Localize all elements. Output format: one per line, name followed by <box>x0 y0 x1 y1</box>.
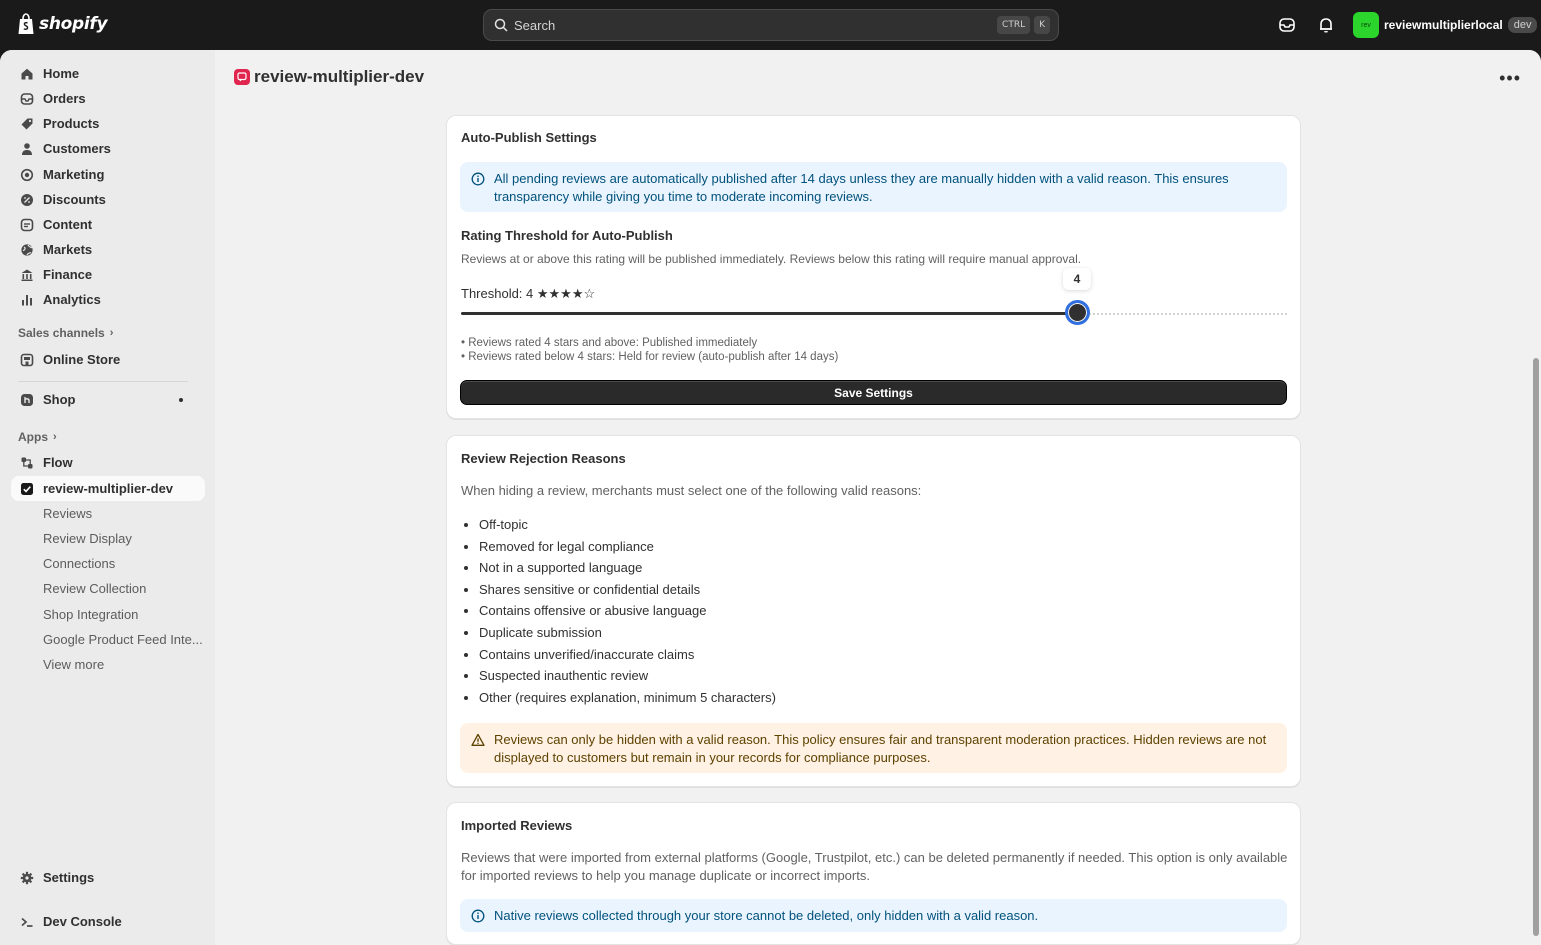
search-placeholder: Search <box>514 17 556 33</box>
scrollbar-thumb[interactable] <box>1533 358 1539 936</box>
info-banner-text: All pending reviews are automatically published after 14 days unless they are manually hidden with a valid reason. This ensures transparency while giving you time to moderate incoming reviews. <box>494 171 1229 204</box>
app-title-text: review-multiplier-dev <box>254 67 425 86</box>
sidebar-item-content[interactable] <box>11 212 205 237</box>
admin-shell <box>0 50 1541 945</box>
scrollbar[interactable] <box>1533 105 1539 935</box>
sidebar-item-label: Finance <box>43 267 93 282</box>
warning-icon <box>471 733 485 747</box>
chevron-right-icon: › <box>53 431 57 443</box>
sidebar-subitem-google-product-feed[interactable]: Google Product Feed Inte... <box>43 631 203 647</box>
card-title: Review Rejection Reasons <box>461 451 626 466</box>
shop-app-icon <box>19 392 35 408</box>
sidebar-item-label: Dev Console <box>43 914 122 929</box>
kbd-ctrl: CTRL <box>997 16 1030 34</box>
shopify-logo[interactable] <box>17 13 107 35</box>
sales-channels-label: Sales channels <box>18 326 105 340</box>
sidebar-item-dev-console[interactable] <box>11 909 205 934</box>
sidebar-item-label: Orders <box>43 91 86 106</box>
apps-label: Apps <box>18 430 48 444</box>
sidebar-item-products[interactable] <box>11 111 205 136</box>
globe-icon <box>19 242 35 258</box>
storefront-icon <box>19 352 35 368</box>
store-avatar: rev <box>1353 12 1379 38</box>
sidebar-item-label: review-multiplier-dev <box>43 481 174 496</box>
sidebar-item-label: Marketing <box>43 167 105 182</box>
sidebar-item-customers[interactable] <box>11 136 205 161</box>
sidebar-item-label: Discounts <box>43 192 106 207</box>
sidebar-item-label: Home <box>43 66 80 81</box>
sidebar-item-discounts[interactable] <box>11 187 205 212</box>
main-content <box>215 50 1541 945</box>
list-item: • Removed for legal compliance <box>479 536 776 558</box>
slider-value-bubble: 4 <box>1063 268 1091 290</box>
checkbox-app-icon <box>19 481 35 497</box>
list-item: • Contains unverified/inaccurate claims <box>479 644 776 666</box>
sidebar-item-review-multiplier-dev[interactable] <box>11 476 205 501</box>
sidebar-item-label: Online Store <box>43 352 121 367</box>
sidebar-item-label: Shop <box>43 392 76 407</box>
auto-publish-card <box>446 115 1301 419</box>
tag-icon <box>19 116 35 132</box>
sidebar-divider <box>18 381 188 382</box>
threshold-help-text: Reviews at or above this rating will be published immediately. Reviews below this rating will require manual approval. <box>461 252 1082 266</box>
sidebar-item-label: Customers <box>43 141 111 156</box>
sidebar-item-label: Flow <box>43 455 73 470</box>
list-item: • Shares sensitive or confidential details <box>479 579 776 601</box>
sidebar-subitem-view-more[interactable]: View more <box>43 656 105 672</box>
sidebar-item-marketing[interactable] <box>11 162 205 187</box>
target-icon <box>19 167 35 183</box>
chevron-right-icon: › <box>109 327 114 339</box>
slider-fill <box>461 312 1077 315</box>
threshold-note-2: • Reviews rated below 4 stars: Held for review (auto-publish after 14 days) <box>461 351 839 363</box>
card-title: Imported Reviews <box>461 818 573 833</box>
list-item: • Off-topic <box>479 514 776 536</box>
code-icon <box>19 914 35 930</box>
card-title: Auto-Publish Settings <box>461 130 597 145</box>
info-icon <box>471 172 485 186</box>
sidebar-item-label: Settings <box>43 870 95 885</box>
page-title <box>234 67 424 87</box>
gear-icon <box>19 870 35 886</box>
info-banner <box>460 899 1287 932</box>
shopify-bag-icon <box>17 13 35 35</box>
sales-channels-header[interactable] <box>18 326 113 340</box>
rejection-intro: When hiding a review, merchants must select one of the following valid reasons: <box>461 483 922 498</box>
sidebar-item-flow[interactable] <box>11 450 205 475</box>
home-icon <box>19 66 35 82</box>
sidebar-item-markets[interactable] <box>11 237 205 262</box>
warning-banner <box>460 723 1287 773</box>
store-switcher[interactable] <box>1353 12 1537 38</box>
sidebar-item-finance[interactable] <box>11 262 205 287</box>
search-icon <box>494 18 508 32</box>
sidebar-subitem-reviews[interactable]: Reviews <box>43 505 93 521</box>
sidebar <box>0 50 215 945</box>
person-icon <box>19 141 35 157</box>
search-bar[interactable] <box>483 9 1059 41</box>
list-item: • Contains offensive or abusive language <box>479 600 776 622</box>
sidebar-item-label: Products <box>43 116 100 131</box>
rating-slider-track[interactable] <box>461 312 1287 315</box>
sidebar-subitem-connections[interactable]: Connections <box>43 555 116 571</box>
list-item: • Suspected inauthentic review <box>479 665 776 687</box>
bank-icon <box>19 267 35 283</box>
save-settings-button[interactable]: Save Settings <box>460 380 1287 405</box>
shopify-wordmark: shopify <box>39 14 108 34</box>
threshold-note-1: • Reviews rated 4 stars and above: Published immediately <box>461 337 758 349</box>
slider-rest <box>1089 313 1287 315</box>
bar-chart-icon <box>19 292 35 308</box>
flow-icon <box>19 455 35 471</box>
rejection-reasons-list <box>479 514 776 708</box>
sidebar-item-online-store[interactable] <box>11 347 205 372</box>
sidebar-item-settings[interactable] <box>11 865 205 890</box>
imported-reviews-text: Reviews that were imported from external platforms (Google, Trustpilot, etc.) can be deleted permanently if needed. This option is only available for imported reviews to help you manage duplicate or incorrect imports. <box>461 850 1288 883</box>
info-banner-text: Native reviews collected through your store cannot be deleted, only hidden with a valid reason. <box>494 908 1039 923</box>
unread-dot <box>179 398 183 402</box>
app-logo-icon <box>234 69 250 85</box>
sidebar-item-analytics[interactable] <box>11 287 205 312</box>
sidebar-subitem-review-collection[interactable]: Review Collection <box>43 580 147 596</box>
info-banner <box>460 162 1287 212</box>
slider-thumb[interactable] <box>1065 300 1090 325</box>
search-shortcut <box>997 16 1050 34</box>
list-item: • Duplicate submission <box>479 622 776 644</box>
sidebar-item-home[interactable] <box>11 61 205 86</box>
content-icon <box>19 217 35 233</box>
sidebar-item-shop[interactable] <box>11 387 205 412</box>
info-icon <box>471 909 485 923</box>
inbox-tray-icon[interactable] <box>1278 16 1296 34</box>
sidebar-item-orders[interactable] <box>11 86 205 111</box>
list-item: • Other (requires explanation, minimum 5 characters) <box>479 687 776 709</box>
rejection-reasons-card <box>446 435 1301 787</box>
more-actions-icon[interactable]: ••• <box>1499 68 1521 88</box>
sidebar-subitem-review-display[interactable]: Review Display <box>43 530 132 546</box>
store-name: reviewmultiplierlocal <box>1384 18 1503 32</box>
sidebar-item-label: Content <box>43 217 93 232</box>
sidebar-item-label: Analytics <box>43 292 101 307</box>
discount-icon <box>19 192 35 208</box>
threshold-heading: Rating Threshold for Auto-Publish <box>461 228 673 243</box>
warning-banner-text: Reviews can only be hidden with a valid reason. This policy ensures fair and transparent moderation practices. Hidden reviews are not displayed to customers but remain in your records for compliance purposes. <box>494 732 1267 765</box>
apps-header[interactable] <box>18 430 57 444</box>
top-bar <box>0 0 1541 50</box>
kbd-k: K <box>1034 16 1050 34</box>
bell-icon[interactable] <box>1317 16 1335 34</box>
sidebar-item-label: Markets <box>43 242 93 257</box>
inbox-icon <box>19 91 35 107</box>
list-item: • Not in a supported language <box>479 557 776 579</box>
sidebar-subitem-shop-integration[interactable]: Shop Integration <box>43 606 139 622</box>
store-dev-badge: dev <box>1508 17 1538 33</box>
imported-reviews-card <box>446 802 1301 945</box>
threshold-label: Threshold: 4 ★★★★☆ <box>461 286 596 301</box>
